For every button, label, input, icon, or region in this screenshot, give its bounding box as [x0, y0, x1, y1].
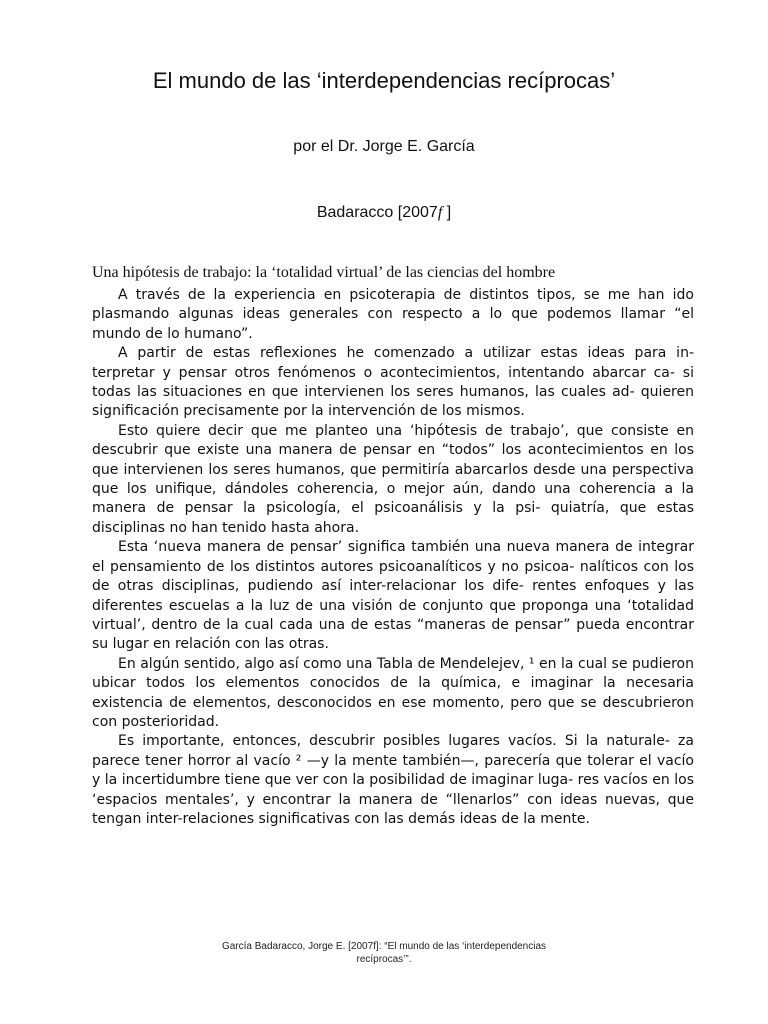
paragraph: Esto quiere decir que me planteo una ‘hipótesis de trabajo’, que consiste en descubrir que existe una manera de pensar en “todos” los acontecimientos en los que intervienen los seres humanos, que permitiría abarcarlos desde una perspectiva que los unifique, dándoles coherencia, o mejor aún, dando una coherencia a la manera de pensar la psicología, el psicoanálisis y la psi- quiatría, que estas disciplinas no han tenido hasta ahora.: [92, 422, 694, 536]
paragraph: En algún sentido, algo así como una Tabla de Mendelejev, ¹ en la cual se pudieron ubicar todos los elementos conocidos de la química, e imaginar la necesaria existencia de elementos, desconocidos en ese momento, pero que se descubrieron con posterioridad.: [92, 655, 694, 730]
footer-line-2: recíprocas’”.: [356, 954, 412, 965]
paragraph: A través de la experiencia en psicoterapia de distintos tipos, se me han ido plasmando algunas ideas generales con respecto a lo que podemos llamar “el mundo de lo humano”.: [92, 287, 694, 342]
citation-prefix: Badaracco [2007: [316, 204, 438, 221]
citation-italic: f: [437, 204, 443, 221]
page-footer: [0, 940, 768, 966]
citation-suffix: ]: [442, 204, 452, 221]
section-heading: Una hipótesis de trabajo: la ‘totalidad virtual’ de las ciencias del hombre: [92, 264, 556, 281]
document-title: El mundo de las ‘interdependencias recíprocas’: [152, 68, 616, 93]
paragraph: Es importante, entonces, descubrir posibles lugares vacíos. Si la naturale- za parece tener horror al vacío ² —y la mente también—, parecería que tolerar el vacío y la incertidumbre tiene que ver con la posibilidad de imaginar luga- res vacíos en los ‘espacios mentales’, y encontrar la manera de “llenarlos” con ideas nuevas, que tengan inter-relaciones significativas con las demás ideas de la mente.: [92, 733, 694, 827]
body-text: [92, 286, 694, 829]
footer-line-1: García Badaracco, Jorge E. [2007f]: “El mundo de las ‘interdependencias: [221, 941, 547, 952]
author-line: por el Dr. Jorge E. García: [293, 138, 475, 155]
paragraph: Esta ‘nueva manera de pensar’ significa también una nueva manera de integrar el pensamiento de los distintos autores psicoanalíticos y no psicoa- nalíticos con los de otras disciplinas, pudiendo así inter-relacionar los dife- rentes enfoques y las diferentes escuelas a la luz de una visión de conjunto que proponga una ‘totalidad virtual’, dentro de la cual cada una de estas “maneras de pensar” pueda encontrar su lugar en relación con las otras.: [92, 539, 694, 653]
citation-line: [0, 202, 768, 224]
paragraph: A partir de estas reflexiones he comenzado a utilizar estas ideas para in- terpretar y pensar otros fenómenos o acontecimientos, intentando abarcar ca- si todas las situaciones en que intervienen los seres humanos, las cuales ad- quieren significación precisamente por la intervención de los mismos.: [92, 345, 694, 420]
